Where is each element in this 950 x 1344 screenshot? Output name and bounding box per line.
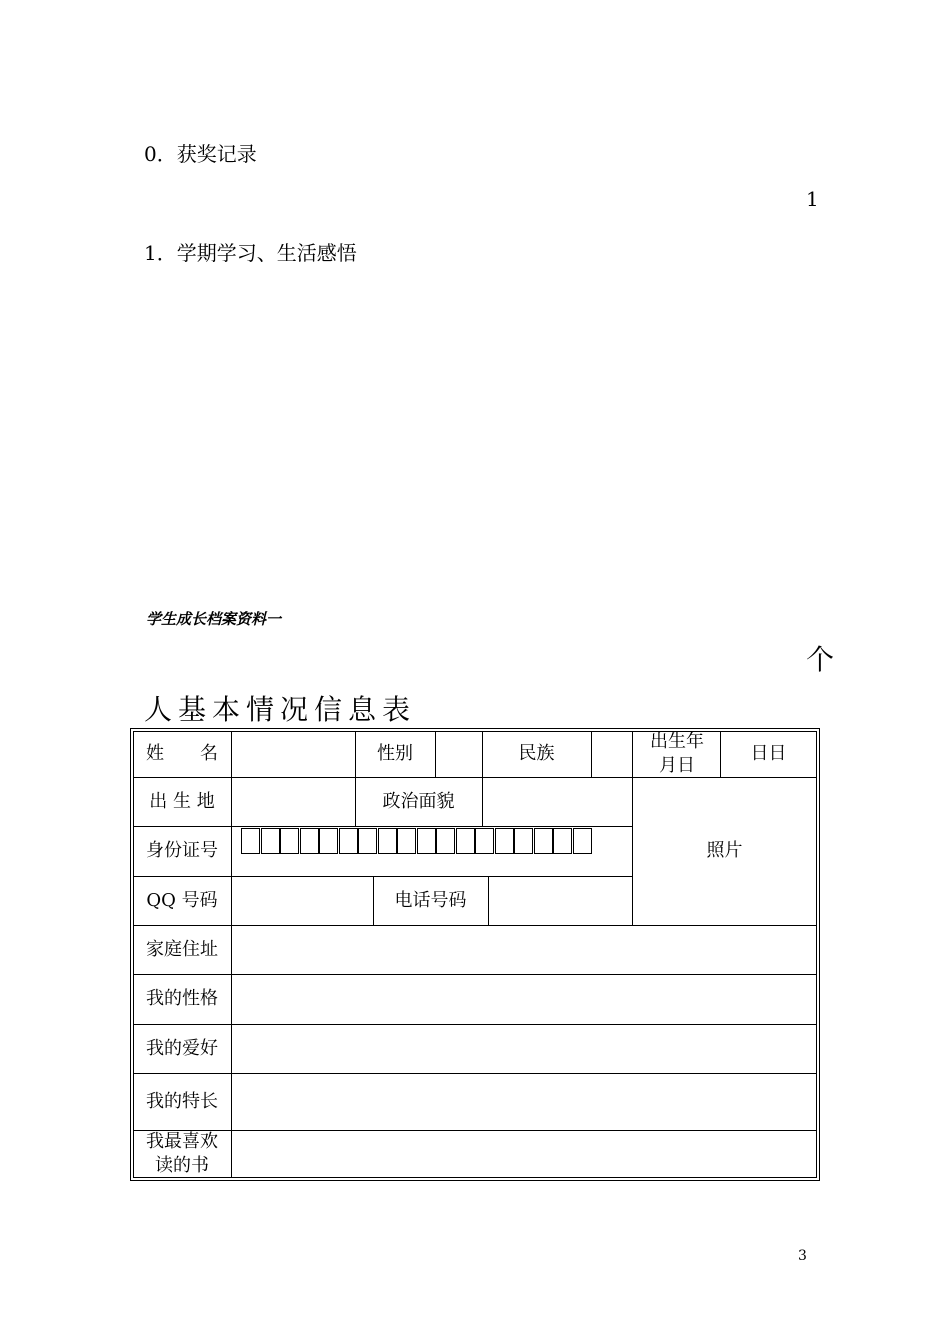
favorite-book-label: 我最喜欢读的书 [146, 1131, 218, 1176]
id-digit-box[interactable] [339, 828, 358, 854]
id-digit-box[interactable] [495, 828, 514, 854]
ethnicity-label: 民族 [518, 743, 555, 764]
id-digit-box[interactable] [378, 828, 397, 854]
hobby-field[interactable] [231, 1024, 817, 1073]
specialty-label: 我的特长 [146, 1090, 218, 1112]
photo-area[interactable]: 照片 [706, 840, 743, 861]
table-title: 人基本情况信息表 [144, 693, 417, 726]
section-awards-heading: 0．获奖记录 [144, 142, 257, 166]
document-subtitle: 学生成长档案资料一 [146, 610, 282, 628]
id-digit-box[interactable] [553, 828, 572, 854]
personality-field[interactable] [231, 974, 817, 1024]
address-field[interactable] [231, 925, 817, 974]
hobby-label: 我的爱好 [146, 1037, 218, 1059]
id-digit-box[interactable] [417, 828, 436, 854]
id-number-field[interactable] [241, 828, 593, 854]
phone-label: 电话号码 [394, 889, 467, 911]
birth-field[interactable]: 日日 [750, 743, 787, 764]
address-label: 家庭住址 [146, 938, 218, 960]
birthplace-field[interactable] [231, 777, 355, 826]
name-label: 姓 名 [146, 743, 218, 764]
qq-label: QQ 号码 [146, 889, 218, 911]
id-digit-box[interactable] [397, 828, 416, 854]
id-digit-box[interactable] [514, 828, 533, 854]
specialty-field[interactable] [231, 1073, 817, 1130]
section-reflection-heading: 1．学期学习、生活感悟 [144, 241, 357, 265]
id-digit-box[interactable] [358, 828, 377, 854]
qq-field[interactable] [231, 876, 373, 925]
id-digit-box[interactable] [573, 828, 592, 854]
title-first-char: 个 [806, 643, 835, 676]
id-digit-box[interactable] [475, 828, 494, 854]
personality-label: 我的性格 [146, 988, 218, 1009]
birthplace-label: 出 生 地 [149, 790, 215, 812]
id-digit-box[interactable] [300, 828, 319, 854]
page-marker: 1 [806, 187, 819, 211]
gender-label: 性别 [377, 743, 413, 764]
gender-field[interactable] [435, 731, 482, 777]
page-number: 3 [798, 1248, 807, 1264]
id-digit-box[interactable] [280, 828, 299, 854]
political-status-label: 政治面貌 [382, 790, 455, 812]
id-digit-box[interactable] [456, 828, 475, 854]
political-status-field[interactable] [482, 777, 632, 826]
id-number-label: 身份证号 [146, 840, 218, 861]
id-digit-box[interactable] [241, 828, 260, 854]
phone-field[interactable] [488, 876, 632, 925]
id-digit-box[interactable] [436, 828, 455, 854]
favorite-book-field[interactable] [231, 1130, 817, 1178]
ethnicity-field[interactable] [591, 731, 632, 777]
id-digit-box[interactable] [261, 828, 280, 854]
name-field[interactable] [231, 731, 355, 777]
birth-label: 出生年月日 [650, 731, 704, 776]
id-digit-box[interactable] [534, 828, 553, 854]
id-digit-box[interactable] [319, 828, 338, 854]
